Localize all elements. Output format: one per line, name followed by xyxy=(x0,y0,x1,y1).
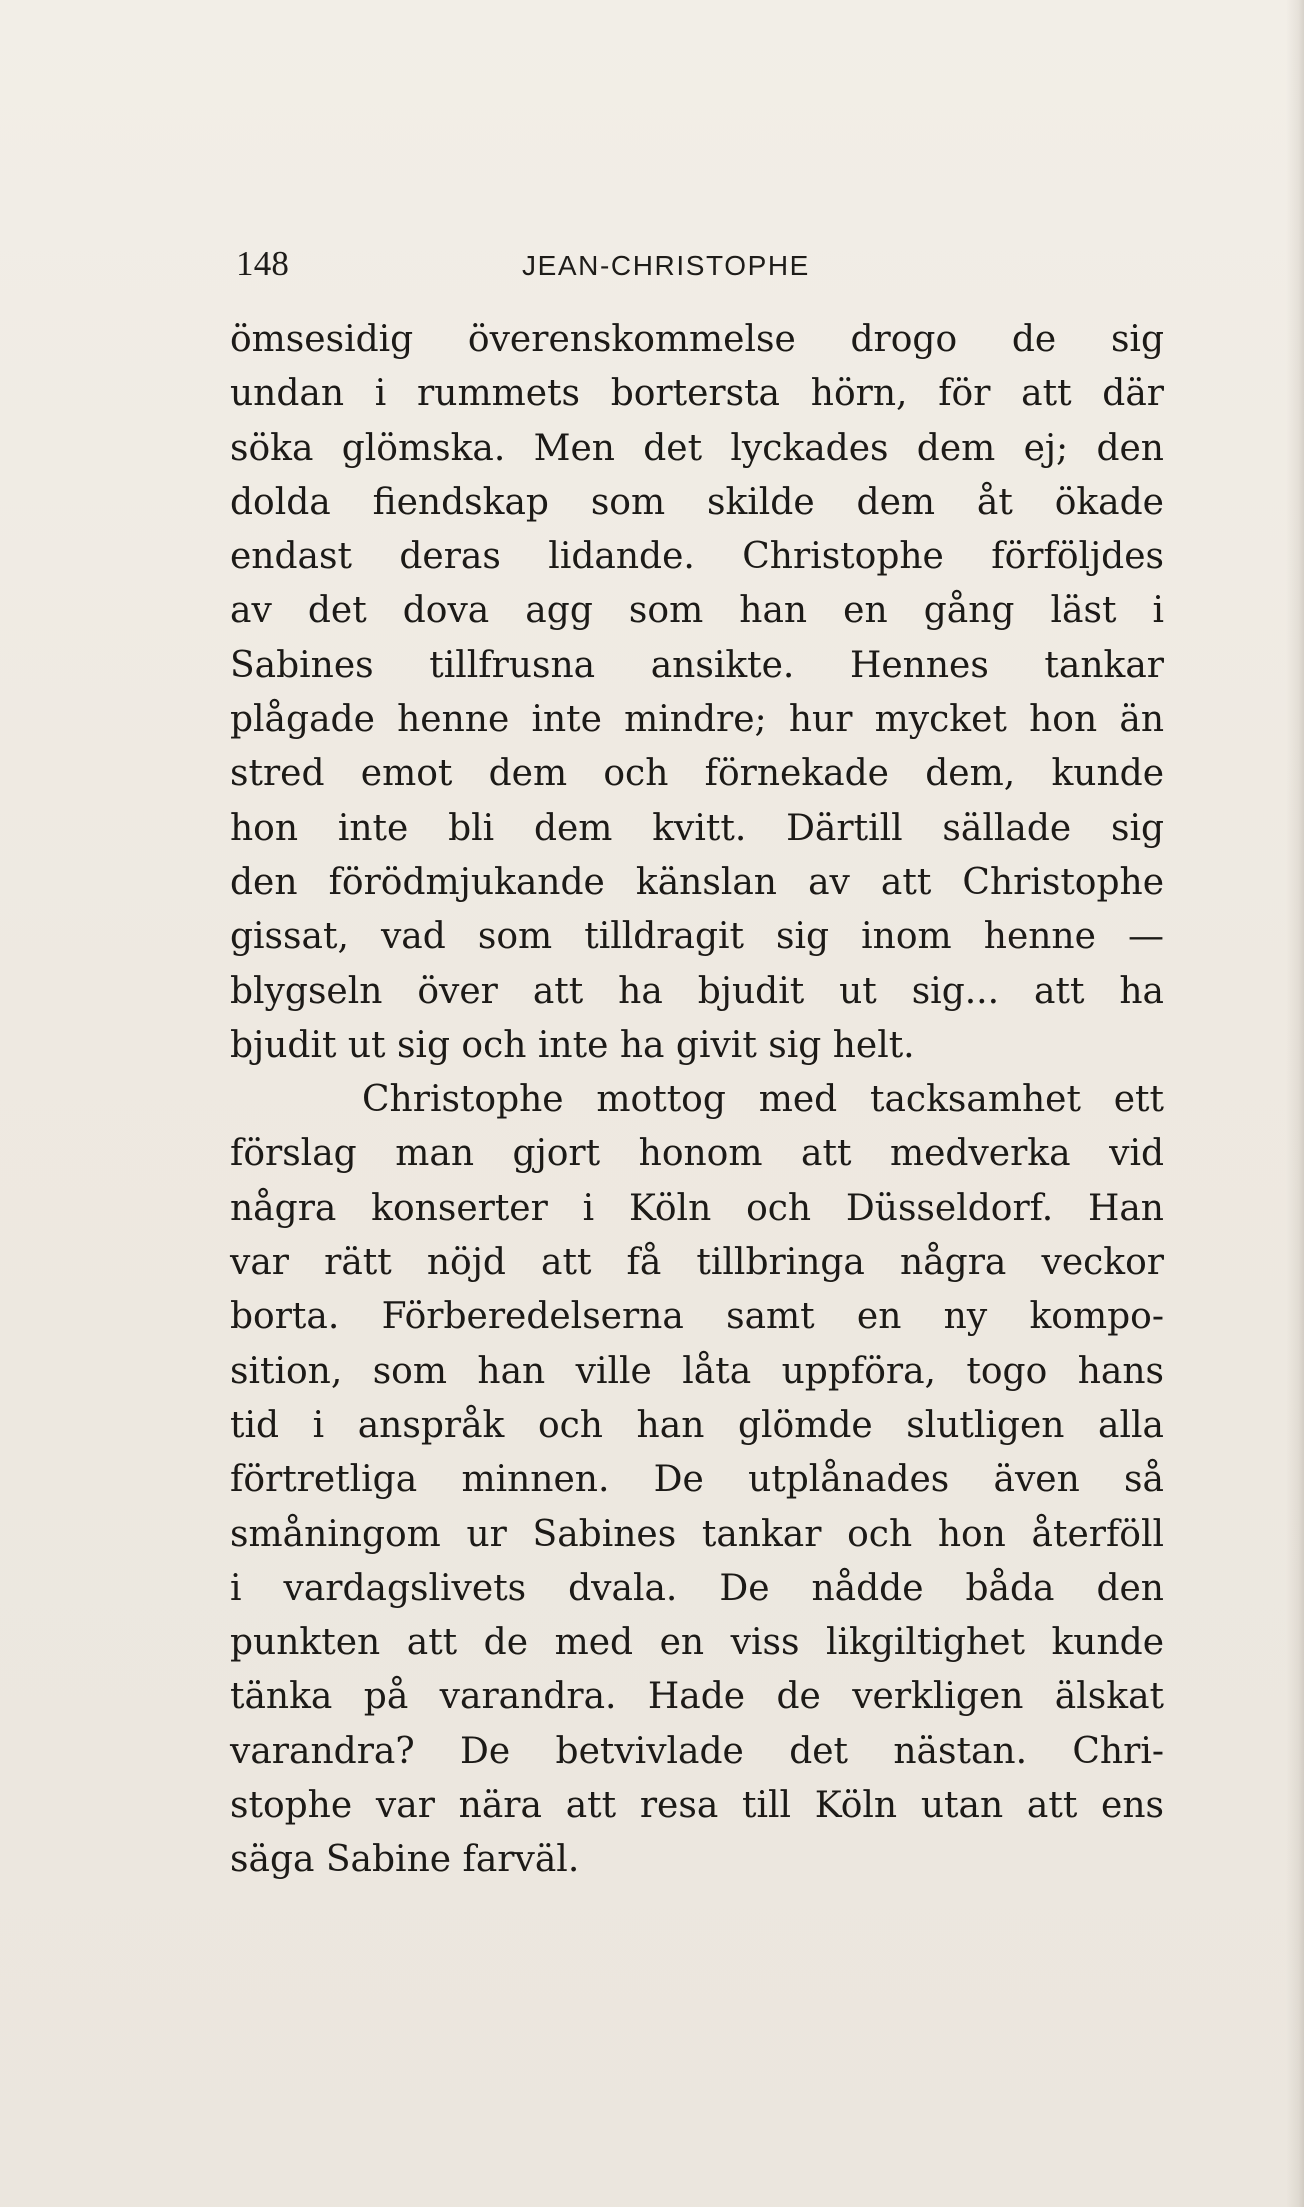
running-header xyxy=(236,244,1166,284)
text-line-4: dolda fiendskap som skilde dem åt ökade xyxy=(230,481,1164,523)
page-body-text xyxy=(230,313,1164,1888)
text-line-17: några konserter i Köln och Düsseldorf. Han xyxy=(230,1187,1164,1229)
text-line-3: söka glömska. Men det lyckades dem ej; den xyxy=(230,427,1164,469)
text-line-22: förtretliga minnen. De utplånades även så xyxy=(230,1459,1164,1501)
text-line-25: punkten att de med en viss likgiltighet kunde xyxy=(230,1622,1164,1664)
text-line-11: den förödmjukande känslan av att Christophe xyxy=(230,861,1164,903)
text-line-20: sition, som han ville låta uppföra, togo hans xyxy=(230,1350,1164,1392)
page-number: 148 xyxy=(236,244,290,283)
text-line-23: småningom ur Sabines tankar och hon återföll xyxy=(230,1513,1164,1555)
text-line-19: borta. Förberedelserna samt en ny kompo- xyxy=(230,1296,1164,1338)
text-line-6: av det dova agg som han en gång läst i xyxy=(230,590,1164,632)
text-line-12: gissat, vad som tilldragit sig inom henne — xyxy=(230,916,1164,958)
text-line-15: Christophe mottog med tacksamhet ett xyxy=(362,1079,1164,1121)
text-line-26: tänka på varandra. Hade de verkligen älskat xyxy=(230,1676,1164,1718)
text-line-24: i vardagslivets dvala. De nådde båda den xyxy=(230,1567,1164,1609)
text-line-14: bjudit ut sig och inte ha givit sig helt. xyxy=(230,1024,915,1066)
text-line-2: undan i rummets bortersta hörn, för att där xyxy=(230,373,1164,415)
text-line-29: säga Sabine farväl. xyxy=(230,1839,580,1881)
text-line-10: hon inte bli dem kvitt. Därtill sällade sig xyxy=(230,807,1164,849)
text-line-13: blygseln över att ha bjudit ut sig... att ha xyxy=(230,970,1164,1012)
running-title: JEAN-CHRISTOPHE xyxy=(522,250,810,281)
text-line-18: var rätt nöjd att få tillbringa några veckor xyxy=(230,1242,1164,1284)
text-line-9: stred emot dem och förnekade dem, kunde xyxy=(230,753,1164,795)
text-line-21: tid i anspråk och han glömde slutligen alla xyxy=(230,1404,1164,1446)
text-line-8: plågade henne inte mindre; hur mycket hon än xyxy=(230,699,1164,741)
text-line-28: stophe var nära att resa till Köln utan att ens xyxy=(230,1785,1164,1827)
text-line-5: endast deras lidande. Christophe förföljdes xyxy=(230,536,1164,578)
text-line-7: Sabines tillfrusna ansikte. Hennes tankar xyxy=(230,644,1164,686)
text-line-27: varandra? De betvivlade det nästan. Chri- xyxy=(230,1730,1164,1772)
text-line-16: förslag man gjort honom att medverka vid xyxy=(230,1133,1164,1175)
text-line-1: ömsesidig överenskommelse drogo de sig xyxy=(230,319,1164,360)
